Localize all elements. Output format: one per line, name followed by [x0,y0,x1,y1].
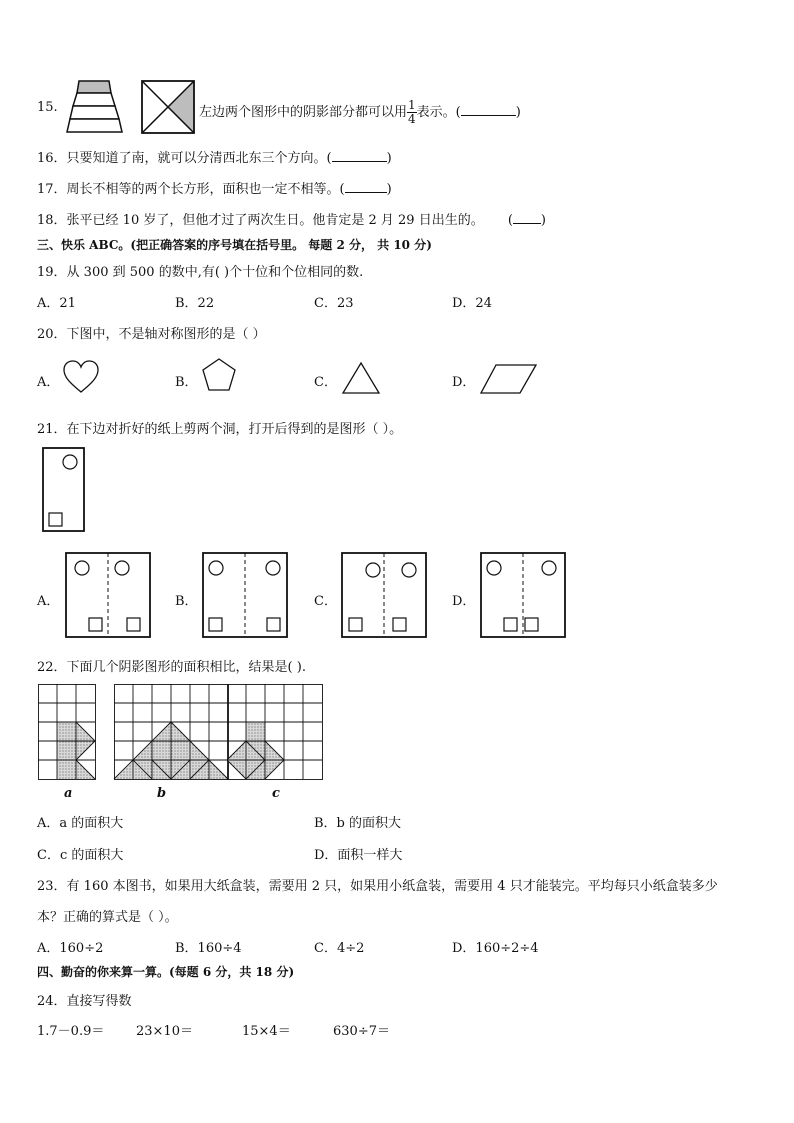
q15-text [199,99,521,126]
pentagon-icon [201,357,237,393]
trapezoid-figure [65,80,125,134]
q16-close: ) [386,151,392,166]
q19-option-b[interactable]: B．22 [175,296,215,311]
q17-close: ) [386,182,392,197]
section-4-title: 四、勤奋的你来算一算。(每题 6 分，共 18 分) [37,965,295,979]
q21-option-c[interactable]: C． [314,594,337,609]
grid-caption-b: b [157,786,167,801]
section-3-title: 三、快乐 ABC。(把正确答案的序号填在括号里。 每题 2 分， 共 10 分) [37,238,432,252]
square-figure [141,80,195,134]
q20-option-a[interactable]: A． [37,375,60,390]
q21-text: 21．在下边对折好的纸上剪两个洞，打开后得到的是图形（ ）。 [37,422,403,437]
q15-number: 15. [37,100,58,115]
q18-open: ( [507,213,513,228]
q22-option-b[interactable]: B．b 的面积大 [314,816,402,831]
q21-figure-d [480,552,566,638]
q17-statement: 17．周长不相等的两个长方形，面积也一定不相等。( [37,182,345,197]
q22-option-a[interactable]: A．a 的面积大 [37,816,124,831]
folded-paper-figure [42,447,86,533]
q22-option-d[interactable]: D．面积一样大 [314,848,403,863]
q18-close: ) [540,213,546,228]
grid-b [114,684,230,780]
q19-text: 19．从 300 到 500 的数中,有( )个十位和个位相同的数. [37,265,364,280]
q19-option-d[interactable]: D．24 [452,296,492,311]
answer-blank[interactable] [332,149,387,162]
q20-option-b[interactable]: B． [175,375,198,390]
q21-figure-a [65,552,151,638]
calc-item-1: 1.7－0.9＝ [37,1024,105,1039]
q16 [37,147,392,166]
q15-statement: 左边两个图形中的阴影部分都可以用 [199,105,408,120]
q22-text: 22．下面几个阴影图形的面积相比，结果是( ). [37,660,306,675]
q19-option-a[interactable]: A．21 [37,296,76,311]
q21-option-b[interactable]: B． [175,594,198,609]
q23-line2: 本？正确的算式是（ ）。 [37,910,178,925]
triangle-icon [341,361,381,395]
q18-statement: 18．张平已经 10 岁了，但他才过了两次生日。他肯定是 2 月 29 日出生的。 [37,213,484,228]
calc-item-3: 15×4＝ [242,1024,291,1039]
q24-text: 24．直接写得数 [37,994,132,1009]
answer-blank[interactable] [513,211,541,224]
q18 [37,209,546,228]
grid-caption-c: c [272,786,280,801]
calc-item-4: 630÷7＝ [333,1024,390,1039]
fraction-denominator: 4 [408,112,416,126]
q23-option-c[interactable]: C．4÷2 [314,941,365,956]
q20-option-d[interactable]: D． [452,375,476,390]
calc-item-2: 23×10＝ [136,1024,193,1039]
q15-close: ) [515,105,521,120]
grid-c [227,684,325,780]
q15-tail: 表示。( [416,105,461,120]
q17 [37,178,392,197]
q21-option-d[interactable]: D． [452,594,476,609]
q16-statement: 16．只要知道了南，就可以分清西北东三个方向。( [37,151,332,166]
q19-option-c[interactable]: C．23 [314,296,354,311]
parallelogram-icon [480,363,538,395]
fraction-numerator: 1 [408,98,416,112]
q20-text: 20．下图中，不是轴对称图形的是（ ） [37,327,266,342]
grid-caption-a: a [64,786,73,801]
q20-option-c[interactable]: C． [314,375,337,390]
answer-blank[interactable] [461,103,516,116]
q23-option-b[interactable]: B．160÷4 [175,941,242,956]
q23-line1: 23．有 160 本图书，如果用大纸盒装，需要用 2 只，如果用小纸盒装，需要用 4 只才能装完。平均每只小纸盒装多少 [37,879,718,894]
q23-option-d[interactable]: D．160÷2÷4 [452,941,539,956]
fraction [407,99,417,126]
answer-blank[interactable] [345,180,387,193]
q23-option-a[interactable]: A．160÷2 [37,941,104,956]
q22-option-c[interactable]: C．c 的面积大 [37,848,124,863]
heart-icon [62,359,100,395]
q21-figure-c [341,552,427,638]
grid-a [38,684,98,780]
q21-figure-b [202,552,288,638]
q21-option-a[interactable]: A． [37,594,60,609]
